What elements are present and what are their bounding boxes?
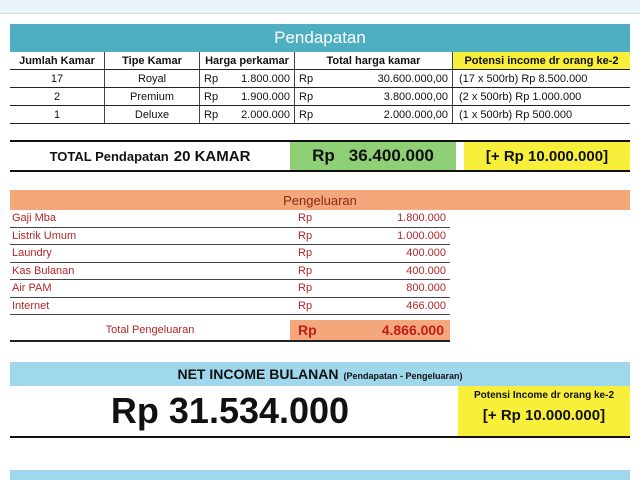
expense-currency: Rp <box>298 212 313 225</box>
jumlah-kamar: 1 <box>10 106 105 123</box>
expense-amount: 400.000 <box>406 264 446 277</box>
expense-currency: Rp <box>298 247 313 260</box>
total-pendapatan-value: Rp 36.400.000 <box>290 142 456 170</box>
harga-perkamar: Rp 2.000.000 <box>200 106 295 123</box>
tipe-kamar: Royal <box>105 70 200 87</box>
expense-label: Air PAM <box>12 282 52 295</box>
total-pengeluaran-value: Rp 4.866.000 <box>290 320 450 340</box>
expense-label: Listrik Umum <box>12 229 77 242</box>
table-row <box>10 70 630 88</box>
net-income-area <box>10 386 630 438</box>
total-pengeluaran-label: Total Pengeluaran <box>105 324 195 336</box>
potensi-income: (17 x 500rb) Rp 8.500.000 <box>459 72 588 85</box>
expense-amount: 1.800.000 <box>397 212 446 225</box>
jumlah-kamar: 17 <box>10 70 105 87</box>
list-item <box>10 298 450 316</box>
list-item <box>10 245 450 263</box>
expense-amount: 400.000 <box>406 247 446 260</box>
total-potensi-value: [+ Rp 10.000.000] <box>464 142 630 170</box>
net-income-value: Rp 31.534.000 <box>110 390 350 431</box>
net-income-subtitle: (Pendapatan - Pengeluaran) <box>343 370 463 381</box>
expense-currency: Rp <box>298 282 313 295</box>
pendapatan-header-row <box>10 52 630 70</box>
potensi-income: (2 x 500rb) Rp 1.000.000 <box>459 90 582 103</box>
pengeluaran-title: Pengeluaran <box>10 190 630 210</box>
tipe-kamar: Premium <box>105 88 200 105</box>
total-harga-kamar: Rp 3.800.000,00 <box>295 88 453 105</box>
pendapatan-title: Pendapatan <box>10 24 630 52</box>
net-potensi-label: Potensi Income dr orang ke-2 <box>473 390 615 401</box>
expense-currency: Rp <box>298 229 313 242</box>
total-harga-kamar: Rp 30.600.000,00 <box>295 70 453 87</box>
total-pendapatan-label: TOTAL Pendapatan 20 KAMAR <box>49 147 251 165</box>
harga-perkamar: Rp 1.900.000 <box>200 88 295 105</box>
list-item <box>10 228 450 246</box>
header-jumlah-kamar: Jumlah Kamar <box>10 52 105 69</box>
total-pendapatan-row <box>10 140 630 172</box>
jumlah-kamar: 2 <box>10 88 105 105</box>
expense-amount: 466.000 <box>406 299 446 312</box>
expense-label: Internet <box>12 299 50 312</box>
header-tipe-kamar: Tipe Kamar <box>105 52 200 69</box>
table-row <box>10 106 630 124</box>
expense-currency: Rp <box>298 264 313 277</box>
header-total-harga-kamar: Total harga kamar <box>295 52 453 69</box>
total-harga-kamar: Rp 2.000.000,00 <box>295 106 453 123</box>
total-pengeluaran-row <box>10 320 450 342</box>
net-potensi-value: [+ Rp 10.000.000] <box>482 407 606 424</box>
expense-label: Laundry <box>12 247 52 260</box>
list-item <box>10 280 450 298</box>
expense-amount: 800.000 <box>406 282 446 295</box>
header-potensi-income: Potensi income dr orang ke-2 <box>453 52 630 69</box>
table-row <box>10 88 630 106</box>
expense-amount: 1.000.000 <box>397 229 446 242</box>
header-harga-perkamar: Harga perkamar <box>200 52 295 69</box>
bottom-strip <box>10 470 630 480</box>
potensi-income: (1 x 500rb) Rp 500.000 <box>459 108 573 121</box>
list-item <box>10 263 450 281</box>
list-item <box>10 210 450 228</box>
net-income-title: NET INCOME BULANAN (Pendapatan - Pengeluaran) <box>10 362 630 386</box>
top-strip <box>0 0 640 14</box>
expense-label: Gaji Mba <box>12 212 57 225</box>
expense-currency: Rp <box>298 299 313 312</box>
tipe-kamar: Deluxe <box>105 106 200 123</box>
net-potensi-box <box>458 386 630 436</box>
harga-perkamar: Rp 1.800.000 <box>200 70 295 87</box>
expense-label: Kas Bulanan <box>12 264 75 277</box>
